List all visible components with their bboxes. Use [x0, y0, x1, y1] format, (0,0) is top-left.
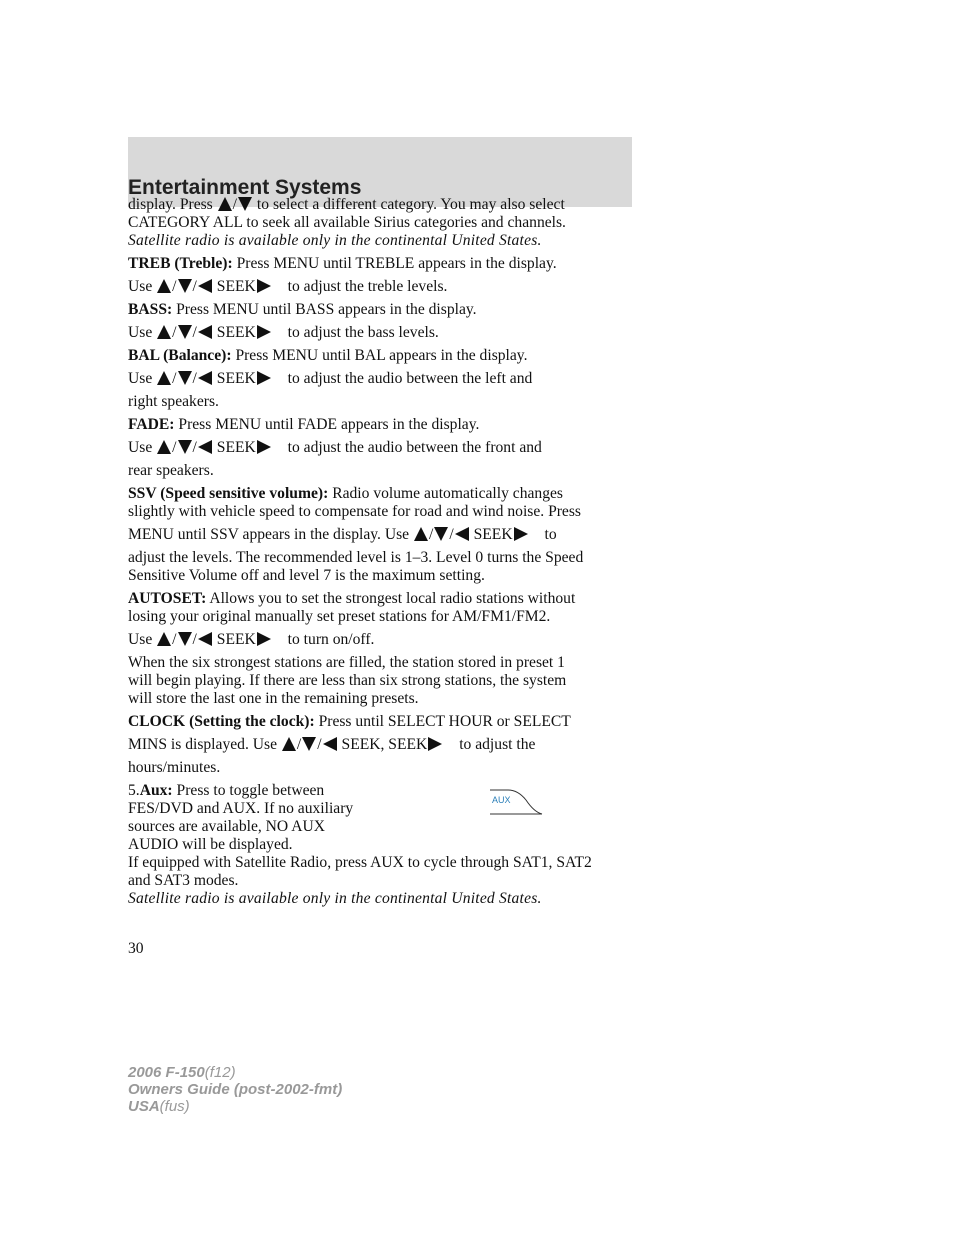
treb-label: TREB (Treble):	[128, 255, 233, 272]
left-arrow-icon	[198, 440, 212, 454]
ssv-para: SSV (Speed sensitive volume): Radio volume automatically changes	[128, 485, 563, 502]
autoset-para: AUTOSET: Allows you to set the strongest local radio stations without	[128, 590, 576, 607]
sat-para: If equipped with Satellite Radio, press AUX to cycle through SAT1, SAT2	[128, 854, 592, 871]
aux-section	[128, 782, 648, 854]
up-arrow-icon	[218, 197, 232, 211]
ssv-para-4: Sensitive Volume off and level 7 is the maximum setting.	[128, 567, 485, 584]
down-arrow-icon	[178, 279, 192, 293]
up-arrow-icon	[157, 325, 171, 339]
clock-label: CLOCK (Setting the clock):	[128, 713, 315, 730]
up-arrow-icon	[157, 371, 171, 385]
para-category-2: CATEGORY ALL to seek all available Sirius categories and channels.	[128, 214, 566, 231]
down-arrow-icon	[178, 325, 192, 339]
right-arrow-icon	[257, 632, 271, 646]
footer-line-1: 2006 F-150(f12)	[128, 1064, 236, 1081]
left-arrow-icon	[198, 632, 212, 646]
fade-label: FADE:	[128, 416, 175, 433]
ssv-controls: MENU until SSV appears in the display. Use / / SEEK to	[128, 526, 557, 543]
ssv-para-2: slightly with vehicle speed to compensate for road and wind noise. Press	[128, 503, 581, 520]
footer-line-2: Owners Guide (post-2002-fmt)	[128, 1081, 343, 1098]
left-arrow-icon	[198, 279, 212, 293]
ssv-para-3: adjust the levels. The recommended level is 1–3. Level 0 turns the Speed	[128, 549, 584, 566]
right-arrow-icon	[428, 737, 442, 751]
down-arrow-icon	[178, 632, 192, 646]
page-title: Entertainment Systems	[128, 176, 362, 199]
down-arrow-icon	[302, 737, 316, 751]
autoset-info-2: will begin playing. If there are less than six strong stations, the system	[128, 672, 567, 689]
page-number: 30	[128, 940, 144, 957]
down-arrow-icon	[434, 527, 448, 541]
left-arrow-icon	[198, 371, 212, 385]
sat-para-2: and SAT3 modes.	[128, 872, 239, 889]
down-arrow-icon	[178, 371, 192, 385]
fade-para: FADE: Press MENU until FADE appears in the display.	[128, 416, 480, 433]
autoset-info-1: When the six strongest stations are filled, the station stored in preset 1	[128, 654, 565, 671]
autoset-controls: Use / / SEEK to turn on/off.	[128, 631, 375, 648]
right-arrow-icon	[257, 371, 271, 385]
autoset-label: AUTOSET:	[128, 590, 207, 607]
clock-para: CLOCK (Setting the clock): Press until SELECT HOUR or SELECT	[128, 713, 571, 730]
down-arrow-icon	[178, 440, 192, 454]
para-category: display. Press / to select a different category. You may also select	[128, 196, 565, 213]
satellite-note: Satellite radio is available only in the continental United States.	[128, 232, 542, 249]
content	[128, 196, 648, 908]
up-arrow-icon	[282, 737, 296, 751]
footer-line-3: USA(fus)	[128, 1098, 190, 1115]
bal-controls: Use / / SEEK to adjust the audio between the left and	[128, 370, 533, 387]
bal-para: BAL (Balance): Press MENU until BAL appears in the display.	[128, 347, 528, 364]
bal-controls-2: right speakers.	[128, 393, 219, 410]
autoset-info-3: will store the last one in the remaining presets.	[128, 690, 419, 707]
aux-text: 5.Aux: Press to toggle between FES/DVD and AUX. If no auxiliary sources are available, NO AUX AUDIO will be displayed.	[128, 782, 354, 853]
up-arrow-icon	[157, 279, 171, 293]
bass-controls: Use / / SEEK to adjust the bass levels.	[128, 324, 439, 341]
fade-controls: Use / / SEEK to adjust the audio between the front and	[128, 439, 542, 456]
satellite-note-2: Satellite radio is available only in the continental United States.	[128, 890, 542, 907]
treb-para: TREB (Treble): Press MENU until TREBLE appears in the display.	[128, 255, 557, 272]
clock-para-2: hours/minutes.	[128, 759, 221, 776]
bass-para: BASS: Press MENU until BASS appears in the display.	[128, 301, 477, 318]
clock-controls: MINS is displayed. Use / / SEEK, SEEK to adjust the	[128, 736, 536, 753]
left-arrow-icon	[198, 325, 212, 339]
down-arrow-icon	[238, 197, 252, 211]
fade-controls-2: rear speakers.	[128, 462, 214, 479]
up-arrow-icon	[414, 527, 428, 541]
aux-label: Aux:	[139, 782, 173, 799]
ssv-label: SSV (Speed sensitive volume):	[128, 485, 329, 502]
left-arrow-icon	[323, 737, 337, 751]
treb-controls: Use / / SEEK to adjust the treble levels.	[128, 278, 448, 295]
up-arrow-icon	[157, 440, 171, 454]
aux-button-icon	[488, 788, 544, 816]
right-arrow-icon	[257, 279, 271, 293]
right-arrow-icon	[257, 325, 271, 339]
right-arrow-icon	[514, 527, 528, 541]
bass-label: BASS:	[128, 301, 173, 318]
footer	[128, 1064, 342, 1115]
bal-label: BAL (Balance):	[128, 347, 232, 364]
right-arrow-icon	[257, 440, 271, 454]
left-arrow-icon	[455, 527, 469, 541]
up-arrow-icon	[157, 632, 171, 646]
autoset-para-2: losing your original manually set preset stations for AM/FM1/FM2.	[128, 608, 551, 625]
aux-button-label: AUX	[492, 795, 511, 805]
